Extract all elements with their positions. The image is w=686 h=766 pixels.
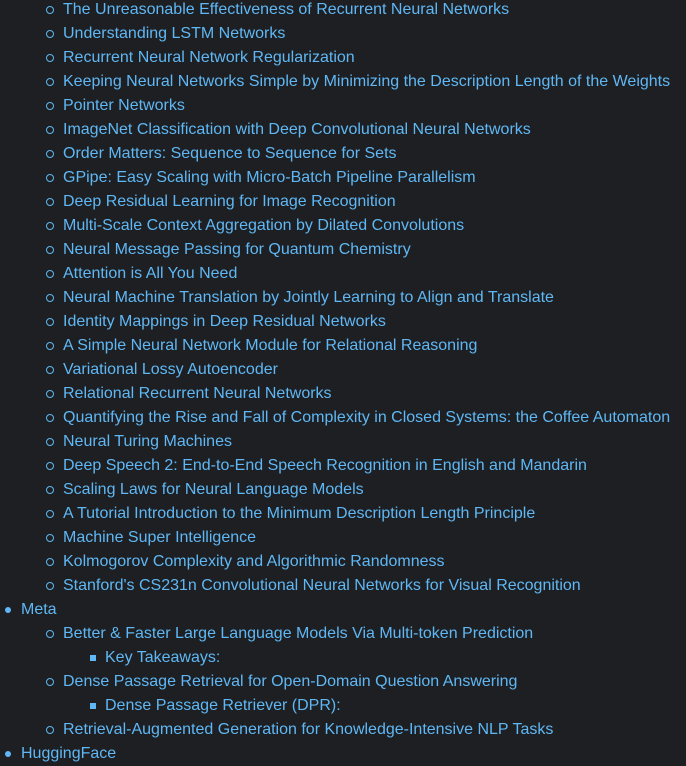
paper-link[interactable]: A Tutorial Introduction to the Minimum Description Length Principle	[63, 505, 536, 522]
circle-bullet-icon	[46, 430, 54, 454]
paper-link[interactable]: Stanford's CS231n Convolutional Neural Networks for Visual Recognition	[63, 577, 581, 594]
sub-link[interactable]: Dense Passage Retriever (DPR):	[105, 697, 341, 714]
paper-link[interactable]: Retrieval-Augmented Generation for Knowledge-Intensive NLP Tasks	[63, 721, 554, 738]
paper-link[interactable]: Variational Lossy Autoencoder	[63, 361, 278, 378]
paper-link[interactable]: Relational Recurrent Neural Networks	[63, 385, 332, 402]
paper-link[interactable]: Neural Message Passing for Quantum Chemistry	[63, 241, 411, 258]
paper-link[interactable]: GPipe: Easy Scaling with Micro-Batch Pipeline Parallelism	[63, 169, 476, 186]
circle-bullet-icon	[46, 166, 54, 190]
circle-bullet-icon	[46, 550, 54, 574]
section-link-meta[interactable]: Meta	[21, 601, 57, 618]
circle-bullet-icon	[46, 454, 54, 478]
paper-link[interactable]: Better & Faster Large Language Models Via Multi-token Prediction	[63, 625, 534, 642]
circle-bullet-icon	[46, 262, 54, 286]
circle-bullet-icon	[46, 358, 54, 382]
paper-link[interactable]: Multi-Scale Context Aggregation by Dilated Convolutions	[63, 217, 465, 234]
circle-bullet-icon	[46, 94, 54, 118]
paper-link[interactable]: Attention is All You Need	[63, 265, 238, 282]
circle-bullet-icon	[46, 190, 54, 214]
circle-bullet-icon	[46, 382, 54, 406]
circle-bullet-icon	[46, 46, 54, 70]
paper-link[interactable]: Keeping Neural Networks Simple by Minimizing the Description Length of the Weights	[63, 73, 671, 90]
paper-link[interactable]: Machine Super Intelligence	[63, 529, 257, 546]
circle-bullet-icon	[46, 622, 54, 646]
circle-bullet-icon	[46, 478, 54, 502]
circle-bullet-icon	[46, 670, 54, 694]
circle-bullet-icon	[46, 334, 54, 358]
square-bullet-icon	[90, 646, 96, 670]
paper-link[interactable]: Understanding LSTM Networks	[63, 25, 286, 42]
circle-bullet-icon	[46, 286, 54, 310]
square-bullet-icon	[90, 694, 96, 718]
disc-bullet-icon	[5, 598, 11, 622]
sub-link[interactable]: Key Takeaways:	[105, 649, 221, 666]
paper-link[interactable]: Scaling Laws for Neural Language Models	[63, 481, 364, 498]
paper-link[interactable]: Deep Speech 2: End-to-End Speech Recognition in English and Mandarin	[63, 457, 587, 474]
circle-bullet-icon	[46, 310, 54, 334]
circle-bullet-icon	[46, 0, 54, 22]
paper-link[interactable]: Neural Machine Translation by Jointly Learning to Align and Translate	[63, 289, 554, 306]
section-link-huggingface[interactable]: HuggingFace	[21, 745, 117, 762]
disc-bullet-icon	[5, 742, 11, 766]
paper-link[interactable]: Kolmogorov Complexity and Algorithmic Randomness	[63, 553, 445, 570]
paper-link[interactable]: Dense Passage Retrieval for Open-Domain Question Answering	[63, 673, 518, 690]
paper-link[interactable]: Order Matters: Sequence to Sequence for Sets	[63, 145, 397, 162]
circle-bullet-icon	[46, 718, 54, 742]
paper-link[interactable]: Recurrent Neural Network Regularization	[63, 49, 355, 66]
paper-link[interactable]: Neural Turing Machines	[63, 433, 232, 450]
circle-bullet-icon	[46, 70, 54, 94]
paper-link[interactable]: Pointer Networks	[63, 97, 185, 114]
circle-bullet-icon	[46, 406, 54, 430]
paper-link[interactable]: Quantifying the Rise and Fall of Complexity in Closed Systems: the Coffee Automaton	[63, 409, 671, 426]
circle-bullet-icon	[46, 142, 54, 166]
circle-bullet-icon	[46, 574, 54, 598]
paper-link[interactable]: Deep Residual Learning for Image Recognition	[63, 193, 396, 210]
paper-link[interactable]: A Simple Neural Network Module for Relational Reasoning	[63, 337, 478, 354]
circle-bullet-icon	[46, 22, 54, 46]
paper-link[interactable]: Identity Mappings in Deep Residual Networks	[63, 313, 386, 330]
circle-bullet-icon	[46, 214, 54, 238]
circle-bullet-icon	[46, 526, 54, 550]
circle-bullet-icon	[46, 238, 54, 262]
circle-bullet-icon	[46, 502, 54, 526]
circle-bullet-icon	[46, 118, 54, 142]
paper-link[interactable]: The Unreasonable Effectiveness of Recurrent Neural Networks	[63, 1, 510, 18]
paper-link[interactable]: ImageNet Classification with Deep Convolutional Neural Networks	[63, 121, 531, 138]
